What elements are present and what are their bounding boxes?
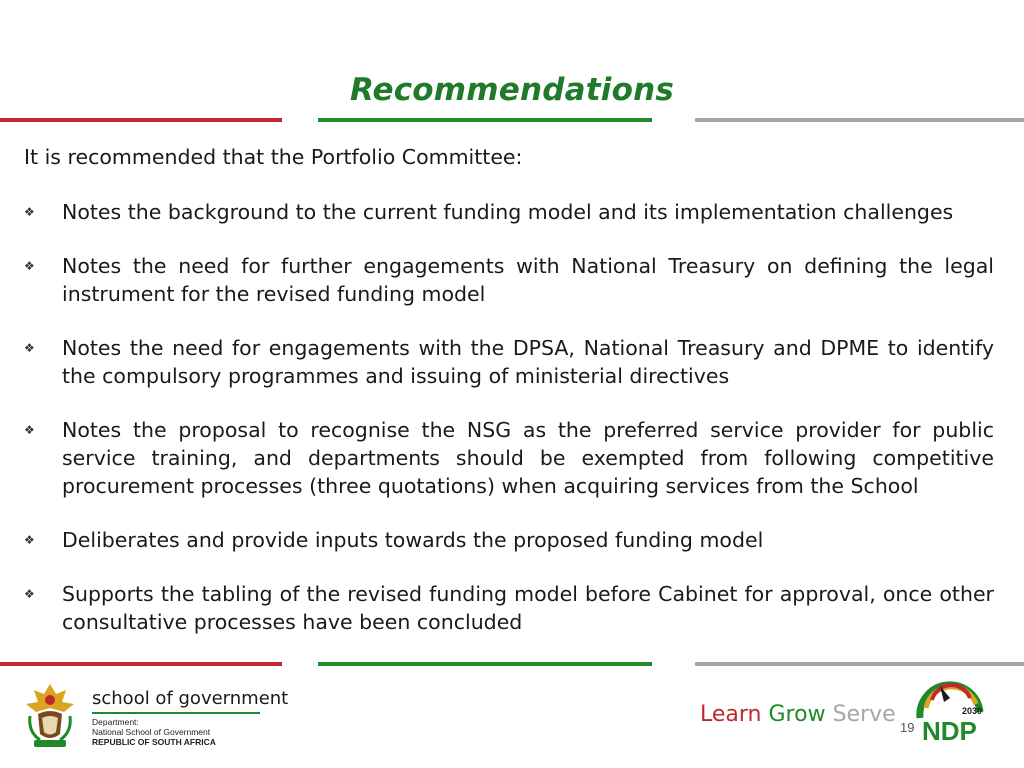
divider-grey-top (695, 118, 1024, 122)
list-item-text: Notes the background to the current funding model and its implementation challenges (62, 200, 954, 224)
divider-red-bottom (0, 662, 282, 666)
department-label: Department: (92, 717, 139, 727)
list-item-text: Notes the need for further engagements with National Treasury on defining the legal instrument for the revised funding model (62, 254, 994, 306)
diamond-bullet-icon: ❖ (24, 533, 35, 547)
diamond-bullet-icon: ❖ (24, 341, 35, 355)
slide-title: Recommendations (349, 72, 675, 108)
list-item-text: Notes the proposal to recognise the NSG as the preferred service provider for public service training, and departments should be exempted from following competitive procurement processes (three quotations) when acquiring services from the School (62, 418, 994, 498)
divider-green-top (318, 118, 652, 122)
diamond-bullet-icon: ❖ (24, 205, 35, 219)
ndp-year: 2030 (962, 706, 983, 716)
tagline-serve: Serve (832, 702, 896, 727)
recommendation-list (24, 198, 994, 636)
list-item (24, 416, 994, 500)
list-item-text: Supports the tabling of the revised funding model before Cabinet for approval, once other consultative processes have been concluded (62, 582, 994, 634)
divider-grey-bottom (695, 662, 1024, 666)
page-number: 19 (900, 720, 915, 735)
ndp-logo-icon (914, 678, 986, 744)
intro-text: It is recommended that the Portfolio Committee: (24, 145, 523, 169)
list-item (24, 526, 994, 554)
tagline-grow: Grow (768, 702, 826, 727)
school-name-underline (92, 712, 260, 714)
divider-red-top (0, 118, 282, 122)
diamond-bullet-icon: ❖ (24, 423, 35, 437)
list-item-text: Deliberates and provide inputs towards the proposed funding model (62, 528, 764, 552)
country-name: REPUBLIC OF SOUTH AFRICA (92, 737, 216, 747)
list-item (24, 580, 994, 636)
slide-content (24, 143, 994, 662)
department-block (92, 717, 216, 747)
list-item (24, 334, 994, 390)
tagline (700, 702, 896, 727)
list-item-text: Notes the need for engagements with the DPSA, National Treasury and DPME to identify the compulsory programmes and issuing of ministerial directives (62, 336, 994, 388)
diamond-bullet-icon: ❖ (24, 259, 35, 273)
diamond-bullet-icon: ❖ (24, 587, 35, 601)
ndp-text: NDP (922, 716, 977, 744)
list-item (24, 198, 994, 226)
tagline-learn: Learn (700, 702, 762, 727)
coat-of-arms-icon (22, 680, 78, 750)
divider-green-bottom (318, 662, 652, 666)
school-name: school of government (92, 688, 289, 709)
list-item (24, 252, 994, 308)
department-name: National School of Government (92, 727, 211, 737)
